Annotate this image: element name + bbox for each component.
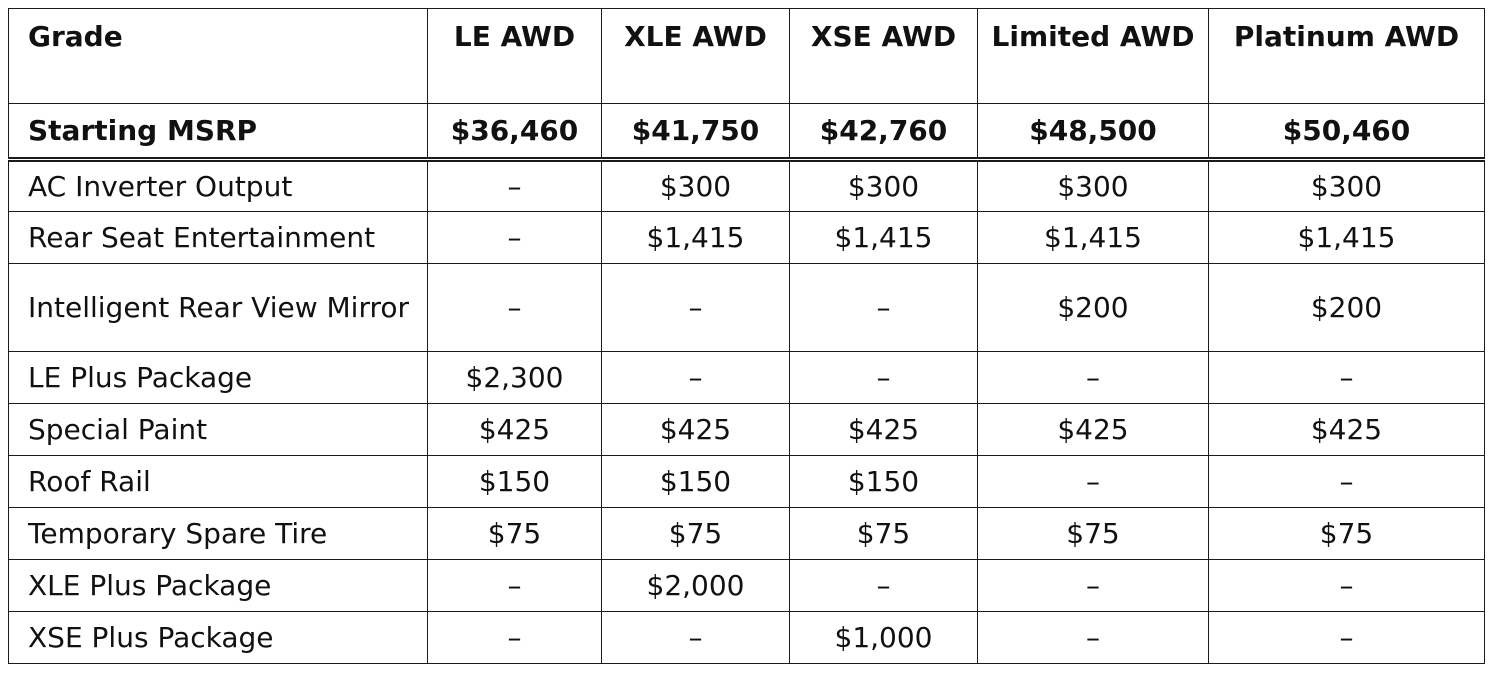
option-price: $425 <box>790 404 978 456</box>
option-price: $425 <box>602 404 790 456</box>
option-price: – <box>790 560 978 612</box>
option-label: Intelligent Rear View Mirror <box>9 264 428 352</box>
msrp-value: $36,460 <box>428 104 602 160</box>
option-price: $2,300 <box>428 352 602 404</box>
pricing-table <box>8 8 1485 664</box>
msrp-value: $50,460 <box>1209 104 1485 160</box>
option-price: $75 <box>978 508 1209 560</box>
option-price: $150 <box>602 456 790 508</box>
option-price: – <box>428 264 602 352</box>
option-price: $425 <box>978 404 1209 456</box>
option-label: LE Plus Package <box>9 352 428 404</box>
option-label: Roof Rail <box>9 456 428 508</box>
option-price: $75 <box>602 508 790 560</box>
table-row <box>9 264 1485 352</box>
column-header-trim: Platinum AWD <box>1209 9 1485 104</box>
option-price: $300 <box>978 160 1209 212</box>
table-row <box>9 160 1485 212</box>
option-price: $150 <box>428 456 602 508</box>
option-price: $300 <box>602 160 790 212</box>
table-row <box>9 560 1485 612</box>
option-price: $300 <box>790 160 978 212</box>
option-price: – <box>602 352 790 404</box>
option-price: – <box>602 612 790 664</box>
option-price: $1,415 <box>978 212 1209 264</box>
option-label: Temporary Spare Tire <box>9 508 428 560</box>
option-price: $1,415 <box>1209 212 1485 264</box>
msrp-value: $42,760 <box>790 104 978 160</box>
option-price: – <box>1209 612 1485 664</box>
column-header-grade: Grade <box>9 9 428 104</box>
option-price: $150 <box>790 456 978 508</box>
table-row <box>9 508 1485 560</box>
option-label: AC Inverter Output <box>9 160 428 212</box>
option-price: $1,000 <box>790 612 978 664</box>
table-row <box>9 612 1485 664</box>
option-price: – <box>602 264 790 352</box>
option-price: – <box>428 160 602 212</box>
option-price: – <box>428 212 602 264</box>
column-header-trim: LE AWD <box>428 9 602 104</box>
option-price: – <box>978 612 1209 664</box>
option-price: $200 <box>978 264 1209 352</box>
option-price: – <box>428 560 602 612</box>
option-price: $200 <box>1209 264 1485 352</box>
table-row <box>9 456 1485 508</box>
option-price: – <box>1209 352 1485 404</box>
option-price: $425 <box>428 404 602 456</box>
option-price: $425 <box>1209 404 1485 456</box>
option-price: $1,415 <box>790 212 978 264</box>
option-price: – <box>978 456 1209 508</box>
header-row <box>9 9 1485 104</box>
option-price: $75 <box>790 508 978 560</box>
msrp-value: $48,500 <box>978 104 1209 160</box>
option-label: Rear Seat Entertainment <box>9 212 428 264</box>
column-header-trim: XSE AWD <box>790 9 978 104</box>
option-price: – <box>978 560 1209 612</box>
option-label: Special Paint <box>9 404 428 456</box>
option-price: – <box>1209 456 1485 508</box>
column-header-trim: XLE AWD <box>602 9 790 104</box>
option-price: – <box>790 352 978 404</box>
option-price: – <box>1209 560 1485 612</box>
option-price: – <box>428 612 602 664</box>
option-price: $300 <box>1209 160 1485 212</box>
option-price: – <box>978 352 1209 404</box>
option-price: $1,415 <box>602 212 790 264</box>
table-row <box>9 212 1485 264</box>
table-row <box>9 404 1485 456</box>
msrp-label: Starting MSRP <box>9 104 428 160</box>
table-row <box>9 352 1485 404</box>
option-label: XLE Plus Package <box>9 560 428 612</box>
msrp-row <box>9 104 1485 160</box>
option-price: $2,000 <box>602 560 790 612</box>
column-header-trim: Limited AWD <box>978 9 1209 104</box>
option-price: $75 <box>1209 508 1485 560</box>
option-label: XSE Plus Package <box>9 612 428 664</box>
option-price: $75 <box>428 508 602 560</box>
option-price: – <box>790 264 978 352</box>
msrp-value: $41,750 <box>602 104 790 160</box>
